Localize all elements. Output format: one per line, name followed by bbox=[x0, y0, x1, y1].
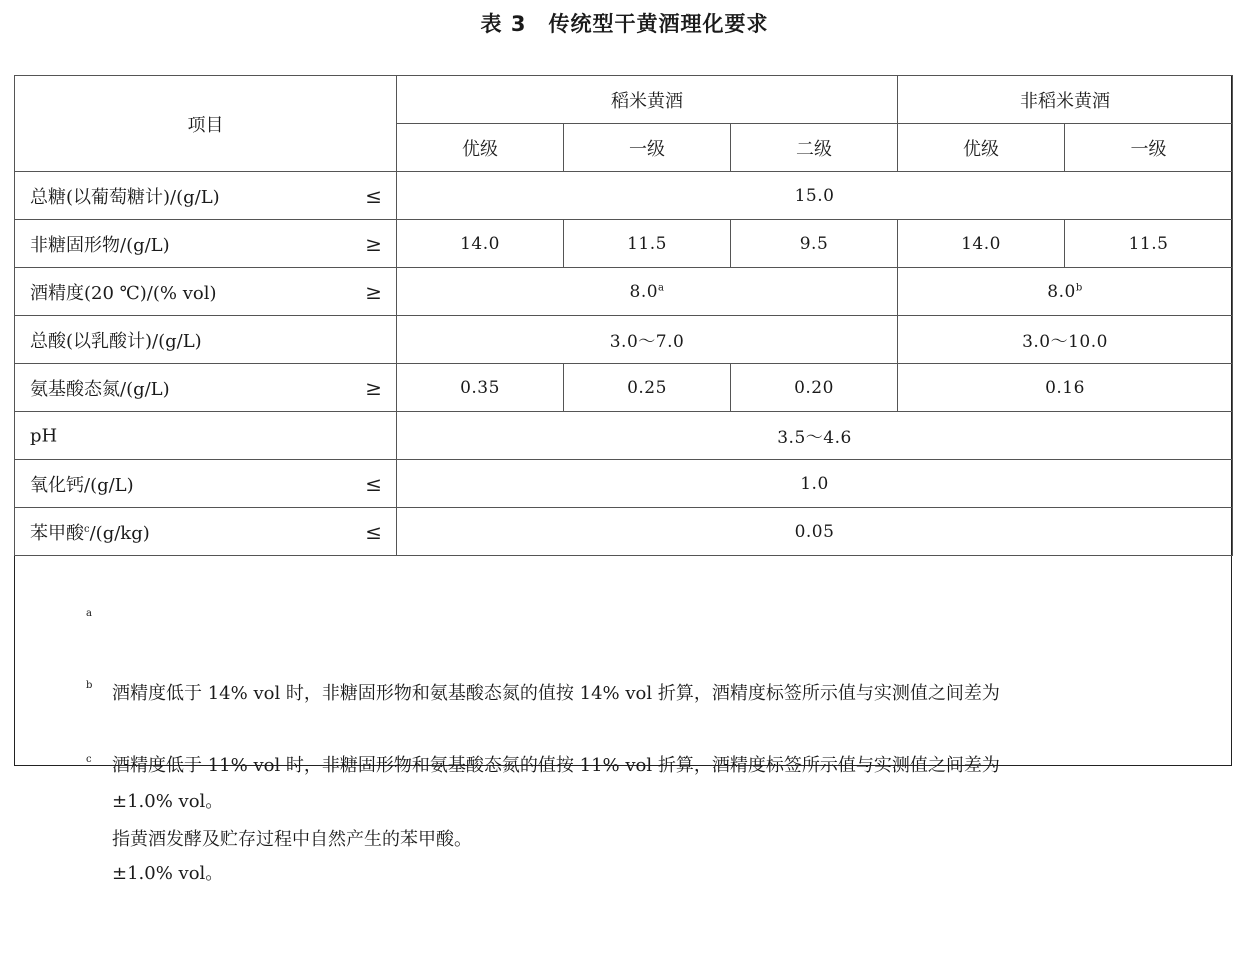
item-label: 氨基酸态氮/(g/L) bbox=[30, 378, 170, 400]
value-cell: 0.20 bbox=[731, 364, 898, 412]
footnote-mark: c bbox=[84, 523, 90, 535]
value-cell bbox=[898, 268, 1233, 316]
header-grade: 一级 bbox=[1065, 124, 1233, 172]
item-label: 总糖(以葡萄糖计)/(g/L) bbox=[30, 186, 220, 208]
value-cell: 1.0 bbox=[397, 460, 1233, 508]
footnote bbox=[86, 714, 1222, 930]
item-cell bbox=[15, 508, 397, 556]
header-grade: 优级 bbox=[397, 124, 564, 172]
footnote-mark: b bbox=[1075, 281, 1083, 293]
table-footnotes bbox=[14, 552, 1232, 884]
header-row-groups bbox=[15, 76, 1233, 124]
footnote-text: ±1.0% vol。 bbox=[112, 791, 224, 812]
value-cell: 0.05 bbox=[397, 508, 1233, 556]
footnote-text: 酒精度低于 11% vol 时，非糖固形物和氨基酸态氮的值按 11% vol 折算，酒精度标签所示值与实测值之间差为 bbox=[112, 755, 1000, 776]
comparison-sign: ≥ bbox=[365, 231, 382, 256]
item-cell bbox=[15, 172, 397, 220]
item-label-unit: /(g/kg) bbox=[89, 522, 150, 544]
value-cell: 3.5～4.6 bbox=[397, 412, 1233, 460]
requirements-table bbox=[14, 75, 1233, 556]
comparison-sign: ≤ bbox=[365, 519, 382, 544]
header-grade: 二级 bbox=[731, 124, 898, 172]
header-group-nonrice: 非稻米黄酒 bbox=[898, 76, 1233, 124]
header-group-rice: 稻米黄酒 bbox=[397, 76, 898, 124]
footnote-text: ±1.0% vol。 bbox=[112, 863, 224, 884]
item-label-main: 苯甲酸 bbox=[30, 522, 84, 544]
footnote-mark: a bbox=[658, 281, 665, 293]
header-grade: 一级 bbox=[564, 124, 731, 172]
item-cell bbox=[15, 364, 397, 412]
value-cell: 11.5 bbox=[1065, 220, 1233, 268]
item-label bbox=[30, 519, 150, 545]
comparison-sign: ≤ bbox=[365, 471, 382, 496]
comparison-sign: ≥ bbox=[365, 279, 382, 304]
footnote-text: 酒精度低于 14% vol 时，非糖固形物和氨基酸态氮的值按 14% vol 折算，酒精度标签所示值与实测值之间差为 bbox=[112, 683, 1000, 704]
footnote-text: 指黄酒发酵及贮存过程中自然产生的苯甲酸。 bbox=[112, 829, 472, 850]
header-item: 项目 bbox=[15, 76, 397, 172]
item-cell bbox=[15, 220, 397, 268]
footnote-mark: c bbox=[86, 754, 92, 765]
value-cell: 11.5 bbox=[564, 220, 731, 268]
table-row bbox=[15, 508, 1233, 556]
item-label: 氧化钙/(g/L) bbox=[30, 474, 134, 496]
table-row bbox=[15, 316, 1233, 364]
item-label: 总酸(以乳酸计)/(g/L) bbox=[30, 330, 202, 352]
value-cell: 15.0 bbox=[397, 172, 1233, 220]
value-cell: 0.16 bbox=[898, 364, 1233, 412]
item-cell bbox=[15, 460, 397, 508]
table-row bbox=[15, 172, 1233, 220]
table-row bbox=[15, 412, 1233, 460]
value-text: 8.0 bbox=[1047, 281, 1076, 302]
item-cell bbox=[15, 412, 397, 460]
footnote-mark: a bbox=[86, 608, 92, 619]
table-row bbox=[15, 220, 1233, 268]
item-cell bbox=[15, 316, 397, 364]
value-cell: 0.35 bbox=[397, 364, 564, 412]
value-cell bbox=[397, 268, 898, 316]
value-cell: 14.0 bbox=[898, 220, 1065, 268]
footnote-mark: b bbox=[86, 680, 93, 691]
item-label: 非糖固形物/(g/L) bbox=[30, 234, 170, 256]
value-cell: 3.0～10.0 bbox=[898, 316, 1233, 364]
comparison-sign: ≥ bbox=[365, 375, 382, 400]
value-text: 8.0 bbox=[629, 281, 659, 302]
value-cell: 9.5 bbox=[731, 220, 898, 268]
table-caption: 表 3 传统型干黄酒理化要求 bbox=[480, 12, 769, 36]
value-cell: 0.25 bbox=[564, 364, 731, 412]
table-row bbox=[15, 460, 1233, 508]
table-row bbox=[15, 268, 1233, 316]
item-cell bbox=[15, 268, 397, 316]
item-label: 酒精度(20 ℃)/(% vol) bbox=[30, 282, 217, 304]
value-cell: 14.0 bbox=[397, 220, 564, 268]
value-cell: 3.0～7.0 bbox=[397, 316, 898, 364]
item-label: pH bbox=[30, 425, 58, 446]
comparison-sign: ≤ bbox=[365, 183, 382, 208]
table-row bbox=[15, 364, 1233, 412]
header-grade: 优级 bbox=[898, 124, 1065, 172]
